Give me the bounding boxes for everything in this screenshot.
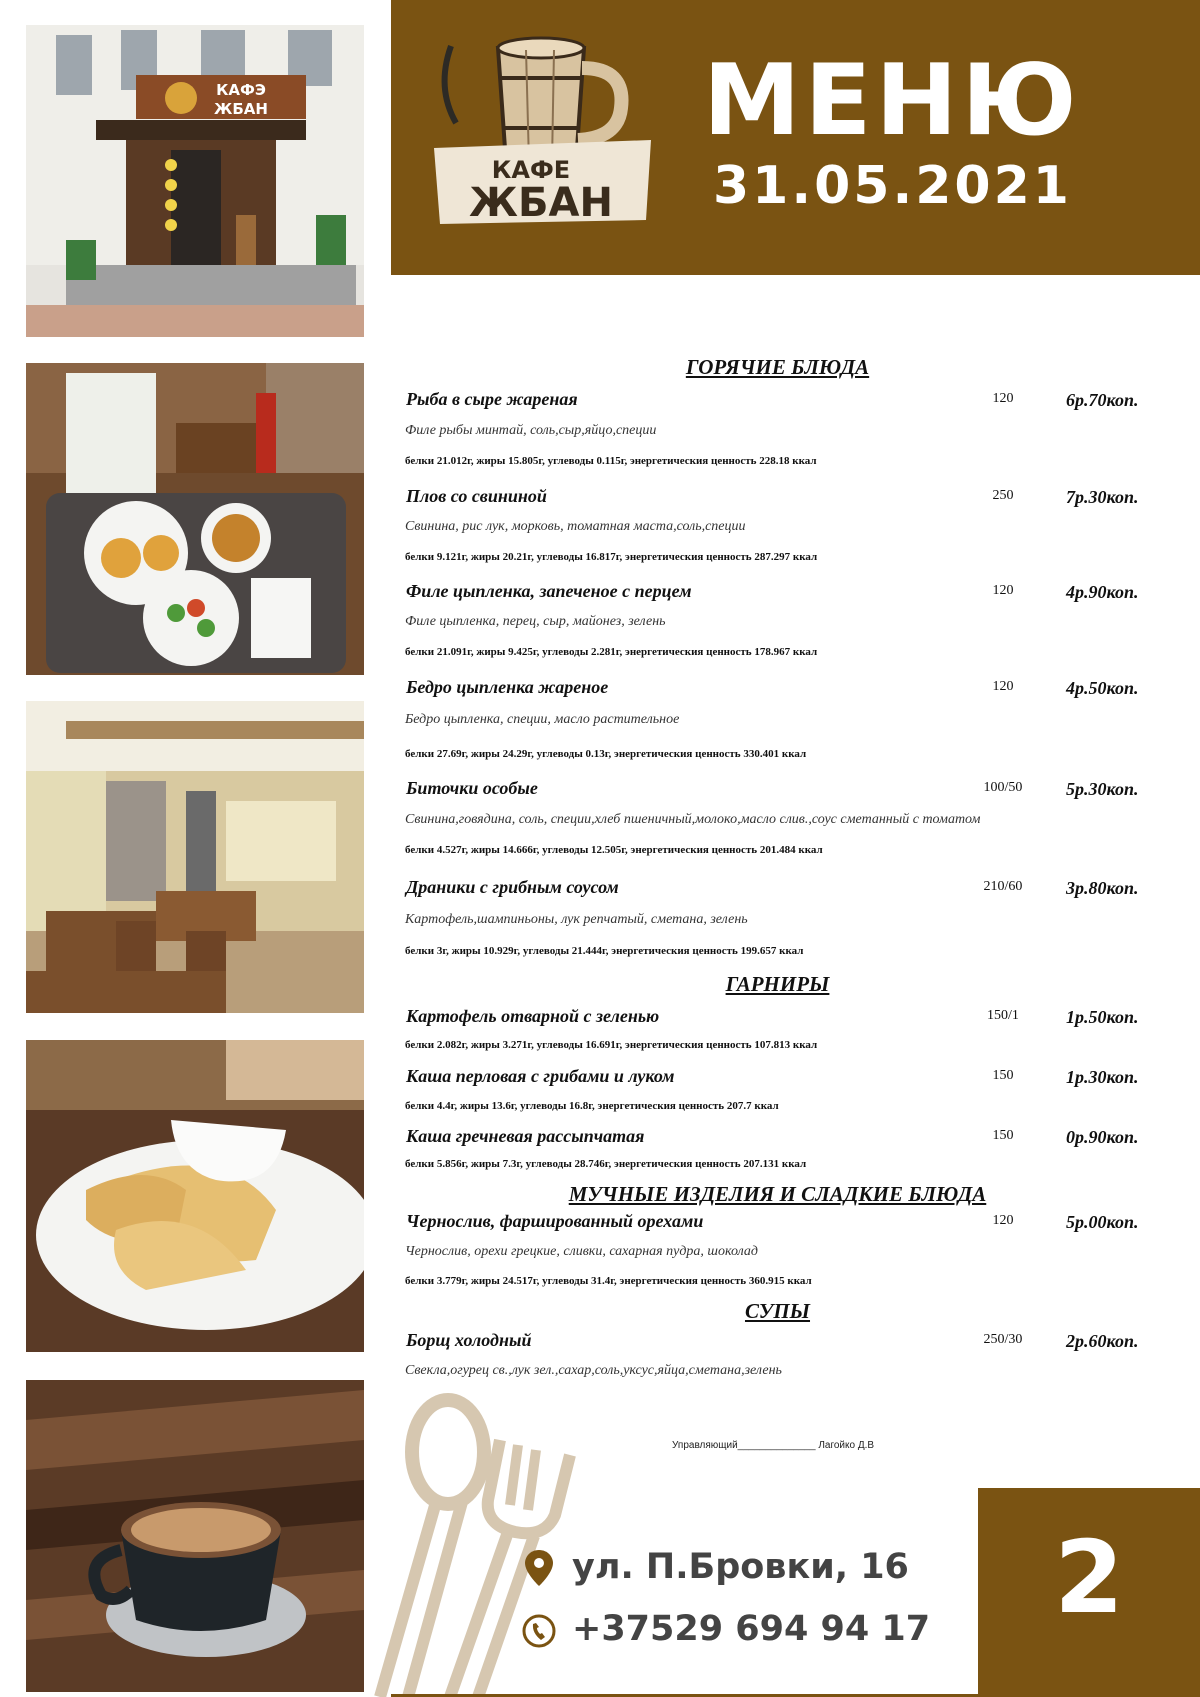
dish-weight: 100/50 [983, 780, 1023, 795]
dish-price: 5р.00коп. [1066, 1212, 1139, 1232]
dish-name: Чернослив, фаршированный орехами [406, 1211, 704, 1231]
dish-price: 4р.50коп. [1066, 678, 1139, 698]
address: ул. П.Бровки, 16 [572, 1547, 909, 1587]
dish-nutrition: белки 5.856г, жиры 7.3г, углеводы 28.746г, энергетическия ценность 207.131 ккал [405, 1158, 807, 1170]
dish-weight: 250/30 [983, 1332, 1023, 1347]
menu-date: 31.05.2021 [713, 156, 1072, 216]
phone-icon [522, 1611, 556, 1651]
dish-nutrition: белки 9.121г, жиры 20.21г, углеводы 16.817г, энергетическия ценность 287.297 ккал [405, 551, 818, 563]
dish-nutrition: белки 2.082г, жиры 3.271г, углеводы 16.691г, энергетическия ценность 107.813 ккал [405, 1039, 818, 1051]
photo-dish-tray [26, 363, 364, 675]
dish-weight: 150 [992, 1068, 1014, 1083]
dish-description: Бедро цыпленка, специи, масло растительное [405, 712, 680, 727]
dish-weight: 210/60 [983, 879, 1023, 894]
dish-description: Свинина, рис лук, морковь, томатная маста,соль,специи [405, 519, 746, 534]
section-title-garnishes: ГАРНИРЫ [725, 972, 830, 996]
dish-name: Каша гречневая рассыпчатая [406, 1126, 645, 1146]
dish-weight: 150/1 [987, 1008, 1019, 1023]
dish-name: Бедро цыпленка жареное [406, 677, 609, 697]
logo-cafe-text: КАФЕ [491, 156, 571, 184]
dish-name: Драники с грибным соусом [406, 877, 619, 897]
menu-header [391, 0, 1200, 275]
dish-nutrition: белки 4.4г, жиры 13.6г, углеводы 16.8г, энергетическия ценность 207.7 ккал [405, 1100, 779, 1112]
dish-name: Плов со свининой [406, 486, 547, 506]
dish-price: 1р.50коп. [1066, 1007, 1139, 1027]
storefront-sign-line2: ЖБАН [214, 100, 268, 118]
dish-nutrition: белки 3.779г, жиры 24.517г, углеводы 31.4г, энергетическия ценность 360.915 ккал [405, 1275, 812, 1287]
dish-description: Чернослив, орехи грецкие, сливки, сахарная пудра, шоколад [405, 1244, 759, 1259]
photo-storefront [26, 25, 364, 337]
dish-weight: 120 [992, 583, 1014, 598]
logo-name-text: ЖБАН [469, 180, 613, 226]
section-title-desserts: МУЧНЫЕ ИЗДЕЛИЯ И СЛАДКИЕ БЛЮДА [568, 1182, 987, 1206]
dish-price: 3р.80коп. [1066, 878, 1139, 898]
dish-name: Биточки особые [406, 778, 538, 798]
page-number-box [978, 1488, 1200, 1697]
dish-weight: 120 [992, 1213, 1014, 1228]
dish-price: 2р.60коп. [1066, 1331, 1139, 1351]
manager-signature: Управляющий______________ Лагойко Д.В [672, 1440, 875, 1451]
dish-name: Каша перловая с грибами и луком [406, 1066, 675, 1086]
section-title-soups: СУПЫ [744, 1299, 811, 1323]
dish-description: Свинина,говядина, соль, специи,хлеб пшеничный,молоко,масло слив.,соус сметанный с томатом [405, 812, 981, 827]
dish-nutrition: белки 4.527г, жиры 14.666г, углеводы 12.505г, энергетическия ценность 201.484 ккал [405, 844, 823, 856]
utensils-decoration [370, 1390, 630, 1697]
dish-price: 6р.70коп. [1066, 390, 1139, 410]
dish-name: Филе цыпленка, запеченое с перцем [406, 581, 692, 601]
location-pin-icon [522, 1548, 556, 1588]
dish-price: 1р.30коп. [1066, 1067, 1139, 1087]
dish-nutrition: белки 21.012г, жиры 15.805г, углеводы 0.115г, энергетическия ценность 228.18 ккал [405, 455, 817, 467]
photo-coffee [26, 1380, 364, 1692]
dish-weight: 120 [992, 679, 1014, 694]
dish-name: Борщ холодный [406, 1330, 532, 1350]
dish-weight: 150 [992, 1128, 1014, 1143]
dish-nutrition: белки 27.69г, жиры 24.29г, углеводы 0.13г, энергетическия ценность 330.401 ккал [405, 748, 807, 760]
storefront-sign-line1: КАФЭ [216, 81, 266, 99]
dish-weight: 250 [992, 488, 1014, 503]
photo-pancakes [26, 1040, 364, 1352]
dish-price: 4р.90коп. [1066, 582, 1139, 602]
dish-description: Филе цыпленка, перец, сыр, майонез, зелень [405, 614, 666, 629]
dish-price: 5р.30коп. [1066, 779, 1139, 799]
dish-nutrition: белки 3г, жиры 10.929г, углеводы 21.444г, энергетическия ценность 199.657 ккал [405, 945, 804, 957]
dish-description: Картофель,шампиньоны, лук репчатый, сметана, зелень [405, 912, 748, 927]
dish-name: Картофель отварной с зеленью [406, 1006, 660, 1026]
page-number: 2 [1054, 1519, 1124, 1636]
menu-title: МЕНЮ [703, 44, 1081, 158]
dish-description: Филе рыбы минтай, соль,сыр,яйцо,специи [405, 423, 657, 438]
dish-description: Свекла,огурец св.,лук зел.,сахар,соль,уксус,яйца,сметана,зелень [405, 1363, 782, 1378]
dish-weight: 120 [992, 391, 1014, 406]
dish-nutrition: белки 21.091г, жиры 9.425г, углеводы 2.281г, энергетическия ценность 178.967 ккал [405, 646, 818, 658]
dish-price: 0р.90коп. [1066, 1127, 1139, 1147]
photo-interior [26, 701, 364, 1013]
section-title-hot-dishes: ГОРЯЧИЕ БЛЮДА [685, 355, 870, 379]
phone-number: +37529 694 94 17 [572, 1609, 931, 1649]
dish-price: 7р.30коп. [1066, 487, 1139, 507]
dish-name: Рыба в сыре жареная [406, 389, 578, 409]
cafe-logo [426, 28, 661, 233]
